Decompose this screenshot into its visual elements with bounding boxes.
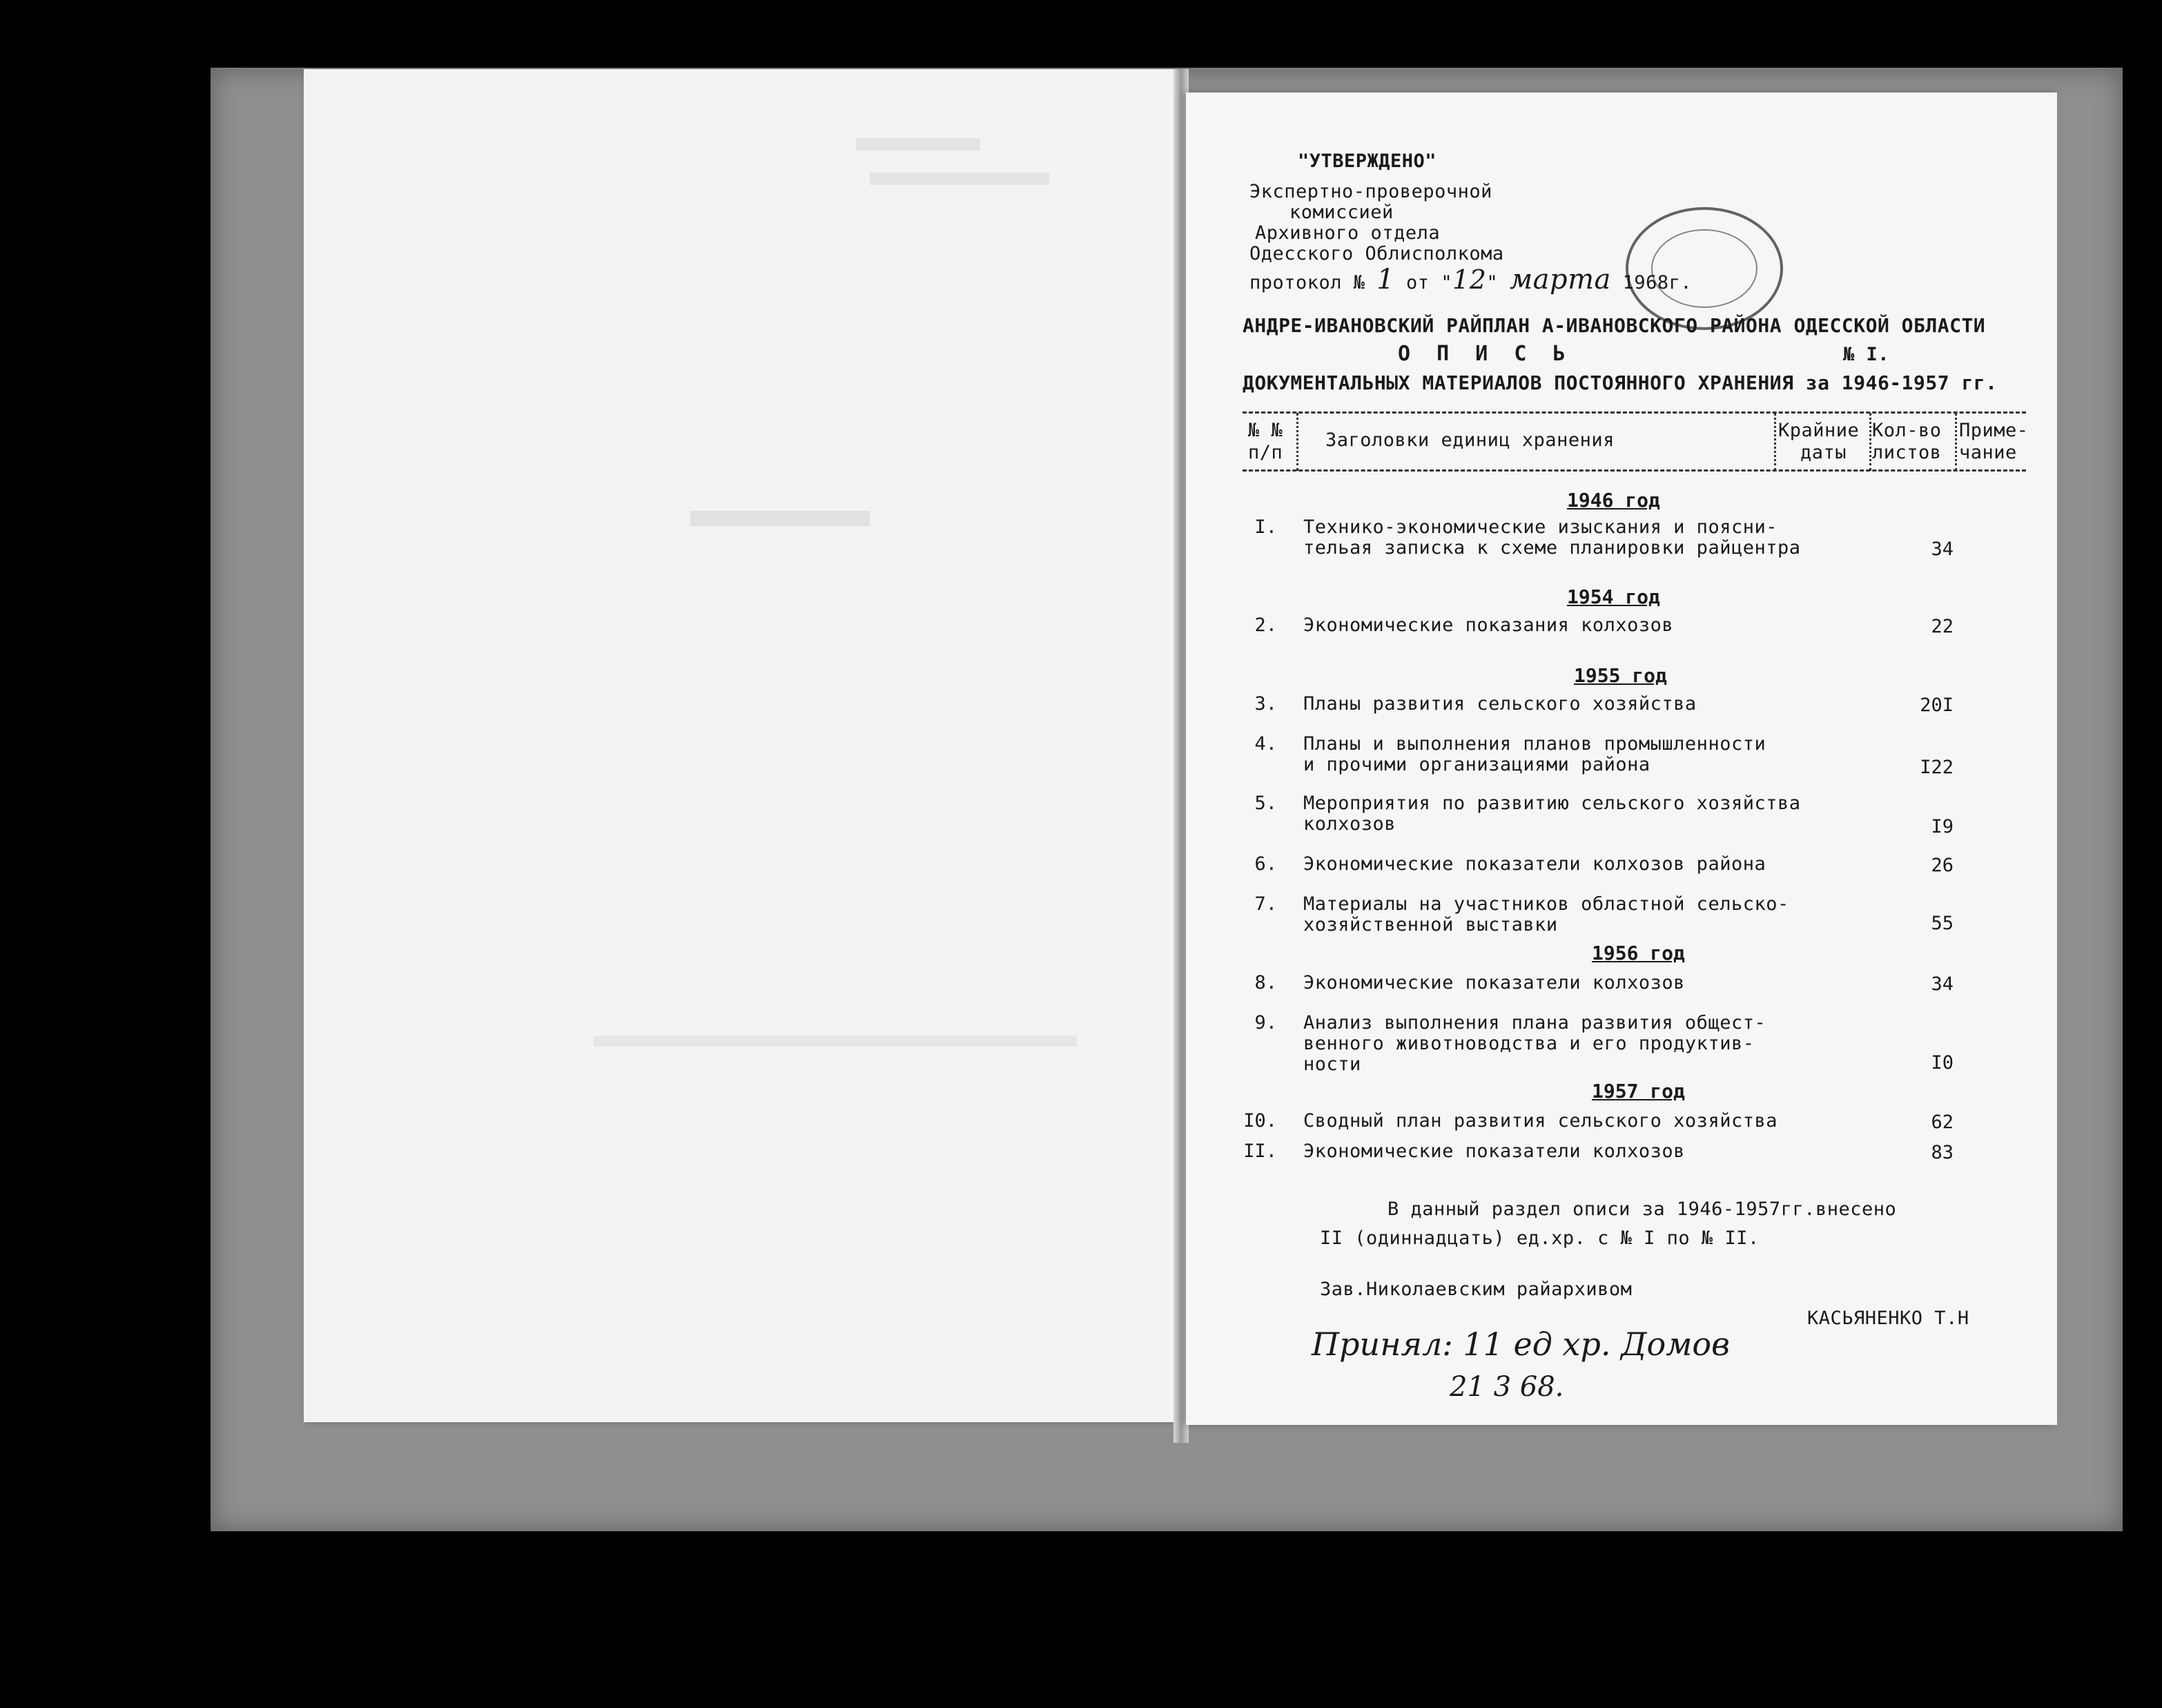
section-year: 1955 год [1574,664,1667,687]
protocol-number: 1 [1376,264,1395,295]
handwritten-date: 21 3 68. [1450,1371,1564,1403]
protocol-line: протокол № 1 от "12" марта 1968г. [1249,264,1693,295]
bleed-through-mark [870,173,1049,185]
row-title: венного животноводства и его продуктив- [1303,1033,1755,1054]
row-number: 2. [1254,614,1277,636]
row-sheets: 22 [1931,616,1954,637]
bleed-through-mark [594,1036,1077,1047]
col-header-num: № № [1248,420,1283,441]
section-year: 1956 год [1592,942,1685,964]
col-header-note: чание [1959,442,2017,463]
summary-line: В данный раздел описи за 1946-1957гг.внесено [1387,1198,1897,1220]
row-number: I. [1254,516,1277,538]
col-header-note: Приме- [1959,420,2029,441]
document-subtitle: ДОКУМЕНТАЛЬНЫХ МАТЕРИАЛОВ ПОСТОЯННОГО ХРАНЕНИЯ за 1946-1957 гг. [1243,371,1998,394]
protocol-from: от " [1406,272,1453,293]
row-sheets: I0 [1931,1052,1954,1074]
column-divider [1774,413,1776,471]
table-header-border [1243,469,2026,472]
col-header-dates: даты [1800,442,1847,463]
row-sheets: I22 [1920,757,1954,778]
row-sheets: 62 [1931,1112,1954,1133]
row-title: Экономические показания колхозов [1303,614,1674,636]
row-title: Технико-экономические изыскания и поясни- [1303,516,1778,538]
col-header-title: Заголовки единиц хранения [1325,429,1615,451]
table-top-border [1243,411,2026,414]
row-title: и прочими организациями района [1303,754,1650,775]
column-divider [1296,413,1298,471]
protocol-month: марта [1509,264,1611,295]
col-header-num: п/п [1248,442,1283,463]
row-number: 3. [1254,693,1277,715]
official-seal [1626,207,1783,330]
row-title: Сводный план развития сельского хозяйства [1303,1110,1778,1132]
protocol-year: 1968г. [1622,272,1693,293]
row-sheets: 20I [1920,695,1954,716]
row-title: Материалы на участников областной сельско- [1303,893,1789,915]
col-header-count: Кол-во [1872,420,1942,441]
protocol-prefix: протокол № [1249,272,1365,293]
approval-line: Одесского Облисполкома [1249,243,1504,264]
column-divider [1869,413,1871,471]
bleed-through-mark [856,138,980,151]
summary-line: II (одиннадцать) ед.хр. с № I по № II. [1320,1227,1760,1249]
row-title: Планы и выполнения планов промышленности [1303,733,1766,755]
row-number: I0. [1243,1110,1277,1132]
row-title: хозяйственной выставки [1303,914,1558,935]
handwritten-receipt: Принял: 11 ед хр. Домов [1312,1326,1730,1363]
column-divider [1955,413,1957,471]
row-number: II. [1243,1141,1277,1162]
row-number: 5. [1254,793,1277,814]
row-number: 4. [1254,733,1277,755]
row-sheets: 26 [1931,855,1954,876]
row-title: Экономические показатели колхозов [1303,972,1685,993]
signer-name: КАСЬЯНЕНКО Т.Н [1807,1308,1969,1329]
approval-line: Архивного отдела [1255,222,1441,244]
col-header-dates: Крайние [1778,420,1860,441]
opis-title: О П И С Ь [1398,342,1572,366]
signer-title: Зав.Николаевским райархивом [1320,1279,1633,1300]
row-sheets: 34 [1931,538,1954,560]
row-title: тельая записка к схеме планировки райцентра [1303,537,1801,559]
section-year: 1946 год [1567,489,1660,512]
row-title: колхозов [1303,813,1396,835]
row-title: ности [1303,1054,1361,1075]
approval-line: комиссией [1289,202,1394,223]
row-title: Анализ выполнения плана развития общест- [1303,1012,1766,1033]
row-number: 7. [1254,893,1277,915]
organization-line: АНДРЕ-ИВАНОВСКИЙ РАЙПЛАН А-ИВАНОВСКОГО РАЙОНА ОДЕССКОЙ ОБЛАСТИ [1243,314,1986,337]
row-sheets: I9 [1931,816,1954,837]
row-title: Планы развития сельского хозяйства [1303,693,1697,715]
approval-line: Экспертно-проверочной [1249,181,1492,202]
row-title: Мероприятия по развитию сельского хозяйства [1303,793,1801,814]
row-sheets: 34 [1931,973,1954,995]
left-page-blank [304,69,1175,1422]
row-sheets: 83 [1931,1142,1954,1163]
row-number: 6. [1254,853,1277,875]
section-year: 1957 год [1592,1080,1685,1103]
row-number: 8. [1254,972,1277,993]
row-title: Экономические показатели колхозов района [1303,853,1766,875]
bleed-through-mark [690,511,870,526]
approved-heading: "УТВЕРЖДЕНО" [1298,151,1437,172]
protocol-day: 12 [1452,264,1487,295]
opis-number: № I. [1843,344,1890,365]
col-header-count: листов [1872,442,1942,463]
row-title: Экономические показатели колхозов [1303,1141,1685,1162]
row-sheets: 55 [1931,913,1954,934]
row-number: 9. [1254,1012,1277,1033]
section-year: 1954 год [1567,585,1660,608]
